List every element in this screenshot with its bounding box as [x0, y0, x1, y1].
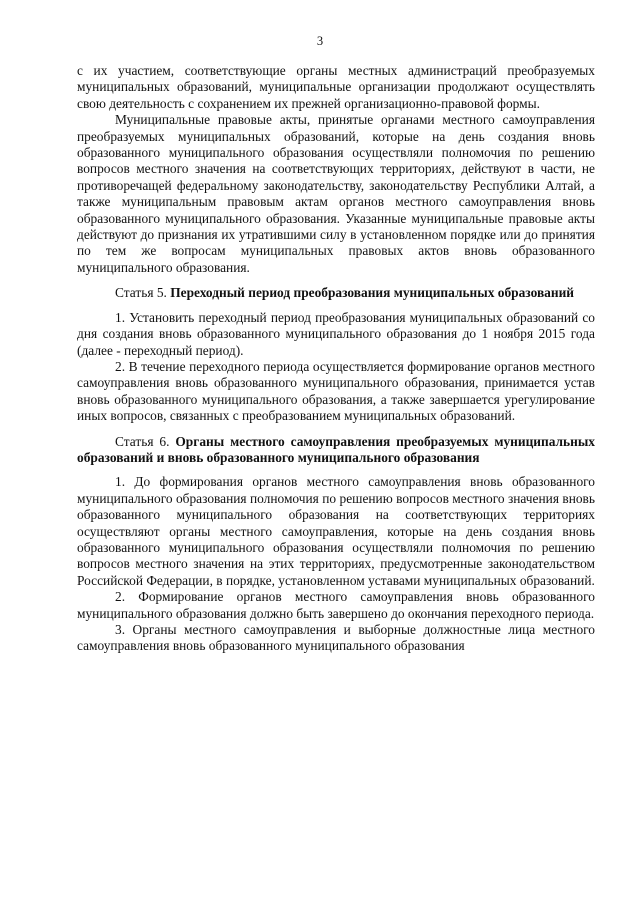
article-6-item-3: 3. Органы местного самоуправления и выборные должностные лица местного самоуправления вновь образованного муниципального образования — [77, 622, 595, 654]
article-6-heading — [77, 434, 595, 467]
article-5-item-1: 1. Установить переходный период преобразования муниципальных образований со дня создания вновь образованного муниципального образования до 1 ноября 2015 года (далее - переходный период). — [77, 309, 595, 358]
article-5-label: Статья 5. — [115, 285, 167, 301]
article-6-label: Статья 6. — [115, 433, 170, 449]
paragraph-municipal-acts: Муниципальные правовые акты, принятые органами местного самоуправления преобразуемых муниципальных образований, которые на день создания вновь образованного муниципального образования осуществляли полномочия по решению вопросов местного значения на соответствующих территориях, действуют в части, не противоречащей федеральному законодательству, законодательству Республики Алтай, а также муниципальным правовым актам органов местного самоуправления вновь образованного муниципального образования. Указанные муниципальные правовые акты действуют до признания их утратившими силу в установленном порядке или до принятия по тем же вопросам муниципальных правовых актов вновь образованного муниципального образования. — [77, 112, 595, 275]
paragraph-continuation: с их участием, соответствующие органы местных администраций преобразуемых муниципальных образований, муниципальные организации продолжают осуществлять свою деятельность с сохранением их прежней организационно-правовой формы. — [77, 63, 595, 111]
article-6-title: Органы местного самоуправления преобразуемых муниципальных образований и вновь образованного муниципального образования — [77, 433, 595, 465]
page-number: 3 — [316, 34, 324, 48]
article-6-item-2: 2. Формирование органов местного самоуправления вновь образованного муниципального образования должно быть завершено до окончания переходного периода. — [77, 589, 595, 621]
article-6-item-1: 1. До формирования органов местного самоуправления вновь образованного муниципального образования полномочия по решению вопросов местного значения вновь образованного муниципального образования на соответствующих территориях осуществляют органы местного самоуправления, которые на день создания вновь образованного муниципального образования осуществляли полномочия по решению вопросов местного значения на этих территориях, предусмотренные законодательством Российской Федерации, в порядке, установленном уставами муниципальных образований. — [77, 474, 595, 588]
article-5-heading — [77, 285, 595, 301]
article-5-item-2: 2. В течение переходного периода осуществляется формирование органов местного самоуправления вновь образованного муниципального образования, принимается устав вновь образованного муниципального образования, а также завершается урегулирование иных вопросов, связанных с преобразованием муниципальных образований. — [77, 358, 595, 424]
article-5-title: Переходный период преобразования муниципальных образований — [170, 285, 575, 301]
document-body — [77, 63, 595, 655]
